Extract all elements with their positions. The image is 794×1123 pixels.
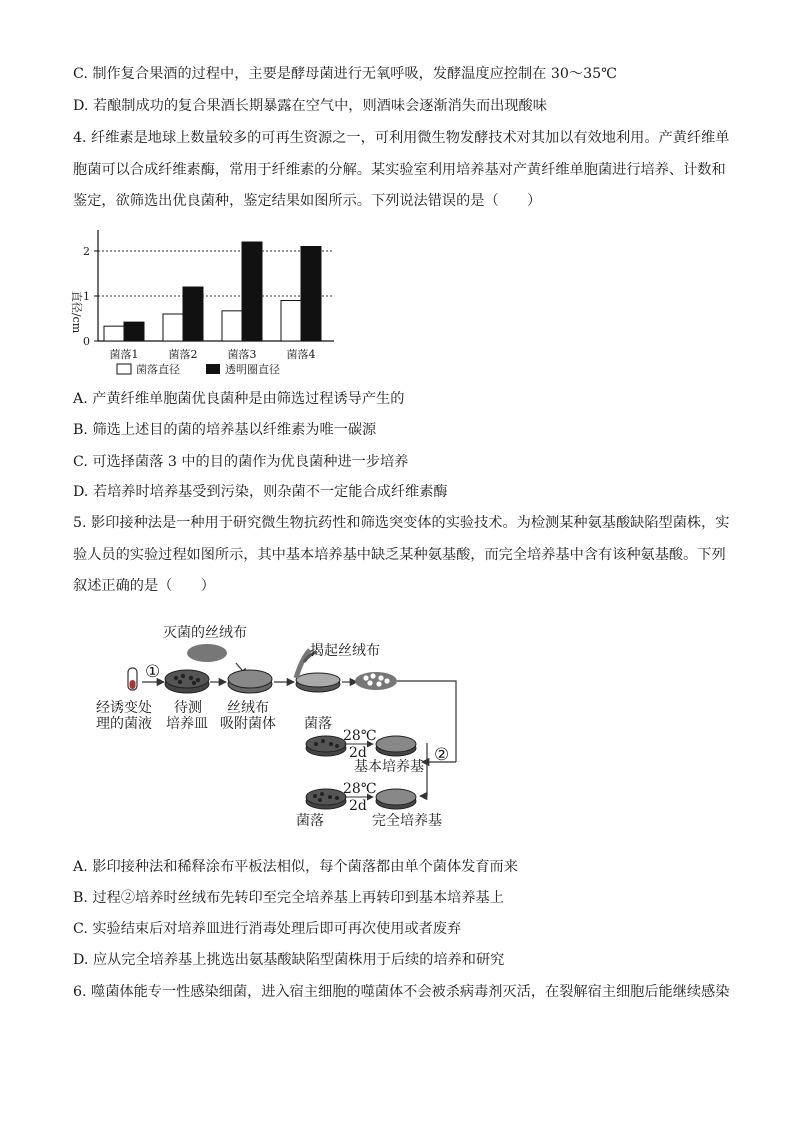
q4-stem-line-1: 4. 纤维素是地球上数量较多的可再生资源之一，可利用微生物发酵技术对其加以有效地利用。产黄纤维单 <box>73 130 730 146</box>
tube-label-1: 经诱变处 <box>96 700 152 716</box>
q4-option-d: D. 若培养时培养基受到污染，则杂菌不一定能合成纤维素酶 <box>73 484 448 500</box>
temp-bottom: 28℃ <box>343 781 377 797</box>
q6-stem-line-1: 6. 噬菌体能专一性感染细菌，进入宿主细胞的噬菌体不会被杀病毒剂灭活，在裂解宿主细胞后能继续感染 <box>73 984 730 1000</box>
y-tick-label: 2 <box>83 245 90 258</box>
q5-stem-line-2: 验人员的实验过程如图所示，其中基本培养基中缺乏某种氨基酸，而完全培养基中含有该种氨基酸。下列 <box>73 547 726 563</box>
colony-label-bottom: 菌落 <box>296 813 324 829</box>
y-axis-label: 直径/cm <box>70 290 83 334</box>
legend-label-colony: 菌落直径 <box>136 363 180 376</box>
lift-label: 揭起丝绒布 <box>310 643 380 659</box>
bar-colony-3 <box>222 311 242 341</box>
tube-label-2: 理的菌液 <box>96 716 152 732</box>
q5-option-c: C. 实验结束后对培养皿进行消毒处理后即可再次使用或者废弃 <box>73 921 462 937</box>
step-1-marker: ① <box>145 662 161 682</box>
velvet-dish-icon <box>228 670 272 693</box>
dish-label-2: 培养皿 <box>166 716 208 732</box>
temp-top: 28℃ <box>343 728 377 744</box>
legend-label-halo: 透明圈直径 <box>225 363 280 376</box>
x-tick-label: 菌落2 <box>168 348 198 361</box>
q5-stem-line-1: 5. 影印接种法是一种用于研究微生物抗药性和筛选突变体的实验技术。为检测某种氨基酸缺陷型菌株，实 <box>73 515 730 531</box>
q4-stem-line-3: 鉴定，欲筛选出优良菌种，鉴定结果如图所示。下列说法错误的是（ ） <box>73 193 542 209</box>
replica-plating-diagram <box>90 620 470 840</box>
test-dish-icon <box>165 670 209 693</box>
q5-option-a: A. 影印接种法和稀释涂布平板法相似，每个菌落都由单个菌体发育而来 <box>73 859 518 875</box>
basic-medium-label: 基本培养基 <box>354 759 424 775</box>
imprinted-velvet-icon <box>355 672 397 690</box>
q5-option-d: D. 应从完全培养基上挑选出氨基酸缺陷型菌株用于后续的培养和研究 <box>73 952 505 968</box>
basic-medium-dish-icon <box>376 736 416 756</box>
q4-option-c: C. 可选择菌落 3 中的目的菌作为优良菌种进一步培养 <box>73 454 409 470</box>
q4-option-a: A. 产黄纤维单胞菌优良菌种是由筛选过程诱导产生的 <box>73 391 405 407</box>
legend-swatch-halo <box>206 364 220 374</box>
bar-colony-1 <box>104 326 124 341</box>
time-top: 2d <box>349 745 367 761</box>
bar-colony-4 <box>281 301 301 342</box>
time-bottom: 2d <box>349 798 367 814</box>
velvet-dish-label-2: 吸附菌体 <box>220 716 276 732</box>
q5-stem-line-3: 叙述正确的是（ ） <box>73 578 215 594</box>
bar-halo-3 <box>242 242 262 341</box>
x-tick-label: 菌落3 <box>227 348 257 361</box>
q3-option-d: D. 若酿制成功的复合果酒长期暴露在空气中，则酒味会逐渐消失而出现酸味 <box>73 98 547 114</box>
bar-halo-1 <box>124 322 144 341</box>
q4-option-b: B. 筛选上述目的菌的培养基以纤维素为唯一碳源 <box>73 422 377 438</box>
legend-swatch-colony <box>117 364 131 374</box>
bar-halo-2 <box>183 287 203 341</box>
basic-colony-dish-icon <box>306 736 346 756</box>
complete-colony-dish-icon <box>306 789 346 809</box>
velvet-label: 灭菌的丝绒布 <box>163 625 247 641</box>
complete-medium-dish-icon <box>376 789 416 809</box>
sterile-velvet-icon <box>187 644 227 662</box>
bar-chart <box>60 222 360 382</box>
step-2-marker: ② <box>434 745 450 765</box>
chart-bars <box>104 242 321 341</box>
x-tick-label: 菌落4 <box>286 348 316 361</box>
bar-halo-4 <box>301 247 321 342</box>
y-tick-label: 1 <box>83 290 90 303</box>
q3-option-c: C. 制作复合果酒的过程中，主要是酵母菌进行无氧呼吸，发酵温度应控制在 30～35℃ <box>73 66 618 82</box>
dish-label-1: 待测 <box>174 700 202 716</box>
test-tube-icon <box>128 668 137 690</box>
q5-option-b: B. 过程②培养时丝绒布先转印至完全培养基上再转印到基本培养基上 <box>73 890 504 906</box>
chart-grid <box>98 251 334 296</box>
y-tick-label: 0 <box>83 335 90 348</box>
x-tick-label: 菌落1 <box>109 348 139 361</box>
bar-colony-2 <box>163 314 183 341</box>
colony-label-top: 菌落 <box>304 716 332 732</box>
q4-stem-line-2: 胞菌可以合成纤维素酶，常用于纤维素的分解。某实验室利用培养基对产黄纤维单胞菌进行培养、计数和 <box>73 162 726 178</box>
velvet-dish-label-1: 丝绒布 <box>227 700 269 716</box>
complete-medium-label: 完全培养基 <box>372 813 442 829</box>
